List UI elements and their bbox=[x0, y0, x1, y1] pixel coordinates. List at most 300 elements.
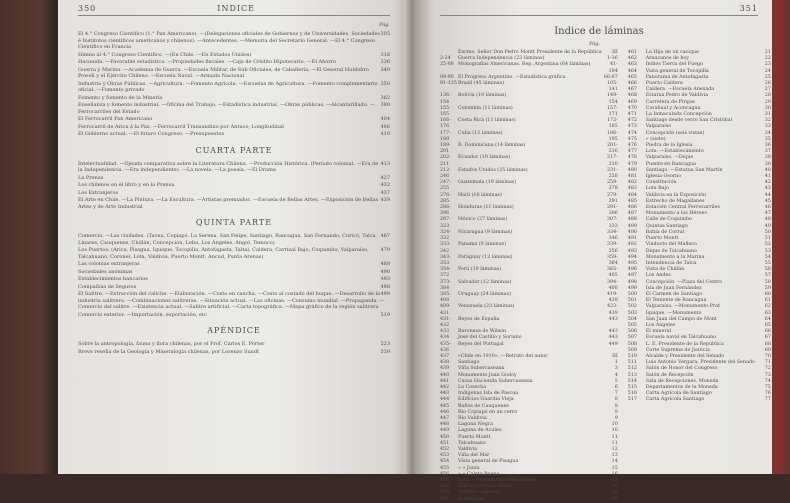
plate-title: Sala de Recepciones. Moneda bbox=[645, 378, 719, 384]
plate-page: 65 bbox=[764, 322, 771, 328]
plate-number: 448 bbox=[440, 422, 450, 428]
plate-number: 467 bbox=[627, 87, 637, 93]
plate-number: 166-176 bbox=[440, 118, 451, 130]
plate-page: 279-291 bbox=[606, 192, 618, 204]
plate-page: 4 bbox=[614, 372, 618, 378]
plate-title: Baños de Cauquenes bbox=[458, 403, 509, 409]
plate-page: 53 bbox=[764, 248, 771, 254]
plate-title: Caldera. —Escuela Anexada bbox=[645, 87, 715, 93]
plate-page: 73 bbox=[764, 372, 771, 378]
plate-page: 3 bbox=[614, 366, 618, 372]
entry-text: Fomento y fomento de la Minería bbox=[78, 94, 163, 101]
plate-title: Reyes de España bbox=[458, 316, 500, 322]
plate-number: 444 bbox=[440, 397, 450, 403]
entry-text: El Arte en Chile. —La Pintura. —La Escultura. —Artistas premiados. —Escuela de Bellas Artes. —Exposición de Bellas Artes y de Arte Industrial bbox=[78, 197, 379, 210]
section-5-heading: QUINTA PARTE bbox=[195, 218, 273, 227]
plate-number: 447 bbox=[440, 415, 450, 421]
plate-page: 105-141 bbox=[606, 81, 618, 93]
plate-title: Isla de Juan Fernández bbox=[645, 285, 702, 291]
plate-row bbox=[440, 317, 618, 329]
plate-number: 496 bbox=[627, 267, 637, 273]
plate-number: 247-255 bbox=[440, 180, 451, 192]
plate-row bbox=[440, 180, 618, 192]
plate-page: 443 bbox=[608, 316, 618, 322]
plate-page: 157-171 bbox=[606, 105, 618, 118]
plate-title: Valdivia en la Exposición bbox=[645, 192, 707, 198]
plate-title: Calle de Coquimbo bbox=[645, 217, 692, 223]
entry-page: 404 bbox=[380, 116, 390, 122]
plate-row bbox=[440, 304, 618, 316]
entry-text: Comercio. —Las ciudades. (Tacna, Copiapó, La Serena, San Felipe, Santiago, Rancagua, San Fernando, Curicó, Talca, Linares, Cauquenes, Chillán, Concepción, Lebu, Los Ángeles, Angol, Temuco) bbox=[78, 233, 378, 246]
left-running-title: INDICE bbox=[217, 4, 255, 13]
plate-number: 508 bbox=[627, 341, 637, 347]
plate-page: 359-364 bbox=[606, 254, 618, 266]
plate-title: Quintas Santiago bbox=[645, 223, 688, 229]
entry-page: 498 bbox=[380, 283, 390, 290]
plate-number: 509 bbox=[627, 347, 637, 353]
entry-page: 539 bbox=[380, 348, 390, 355]
plate-row bbox=[628, 397, 771, 403]
plate-title: La Cosecha bbox=[458, 384, 487, 390]
plate-number: 297-323 bbox=[440, 217, 451, 229]
plate-page: 34 bbox=[764, 130, 771, 136]
plate-number: 434 bbox=[440, 335, 450, 341]
plate-number: 451 bbox=[440, 440, 450, 446]
plate-number: 155-165 bbox=[440, 105, 451, 118]
plate-page: 55 bbox=[764, 260, 771, 266]
plate-number: 515 bbox=[627, 384, 637, 390]
plate-page: 12 bbox=[611, 447, 618, 452]
index-entry bbox=[78, 247, 390, 260]
entry-page: 380 bbox=[380, 102, 390, 108]
plate-title: Uruguay (24 láminas) bbox=[458, 291, 511, 297]
plate-number: 493 bbox=[627, 248, 637, 254]
index-entry bbox=[78, 190, 390, 197]
plate-number: 511 bbox=[627, 360, 637, 366]
plate-title: Casas Hacienda Subercaseaux bbox=[458, 378, 533, 384]
entry-page: 499 bbox=[380, 291, 390, 297]
plate-title: El Carmen de Santiago bbox=[645, 291, 703, 297]
plate-page: 54 bbox=[764, 254, 771, 260]
index-entry bbox=[78, 312, 390, 319]
plate-title: La Hija de un cacique bbox=[645, 50, 699, 55]
plate-page: 18 bbox=[611, 484, 618, 490]
entry-text: Los Puertos. (Arica, Pisagua, Iquique, Tocopilla, Antofagasta, Taltal, Caldera, Carrizal Bajo, Coquimbo, Valparaíso, Talcahuano, Coronel, Lota, Valdivia, Puerto Montt, Ancud, Punta Arenas) bbox=[78, 247, 369, 260]
left-page bbox=[58, 0, 408, 474]
plate-number: 276-285 bbox=[440, 192, 451, 204]
plate-title: Brasil (45 láminas) bbox=[458, 81, 504, 87]
plate-number: 445 bbox=[440, 403, 450, 409]
plate-page: 51 bbox=[764, 236, 771, 242]
plate-title: Salón de Honor del Congreso bbox=[645, 366, 718, 372]
plates-columns bbox=[440, 50, 771, 503]
plate-page: 31 bbox=[764, 112, 771, 118]
plate-number: 189-201 bbox=[440, 143, 451, 155]
plate-title: Piedra de la Iglesia bbox=[645, 143, 693, 149]
right-page-number: 351 bbox=[739, 4, 758, 13]
plate-title: Baronesa de Wilson bbox=[458, 329, 507, 335]
plate-number: 504 bbox=[627, 316, 637, 322]
plate-page: 45 bbox=[764, 198, 771, 204]
plate-title: Santiago bbox=[458, 360, 480, 366]
plate-title: Nicaragua (9 láminas) bbox=[458, 229, 513, 235]
plate-title: Fábrica cerveza Ebner bbox=[458, 484, 513, 490]
plate-title: Carahual y Aconcagua bbox=[645, 105, 701, 111]
plate-title: Haití (10 láminas) bbox=[458, 192, 502, 198]
plate-row bbox=[440, 106, 618, 118]
plate-title: Laguna de Aculeo bbox=[458, 428, 502, 434]
plate-title: Concepción. —Plaza del Centro bbox=[645, 279, 723, 285]
index-entry bbox=[78, 52, 390, 59]
plate-number: 466 bbox=[627, 81, 637, 87]
plate-page: 39 bbox=[764, 161, 771, 167]
plate-page: 217-230 bbox=[606, 155, 618, 167]
index-entry bbox=[78, 131, 390, 138]
plate-page: 52 bbox=[764, 242, 771, 248]
plate-page: 25 bbox=[764, 74, 771, 80]
plate-page: 14 bbox=[611, 459, 618, 465]
plate-title: Departamentos de la Moneda bbox=[645, 384, 718, 390]
entry-text: Himno al 4.° Congreso Científico. —(En Chile. —En Estados Unidos) bbox=[78, 51, 252, 58]
entry-page: 413 bbox=[380, 160, 390, 167]
plate-row bbox=[440, 267, 618, 279]
plate-page: 5 bbox=[614, 378, 618, 384]
index-entry bbox=[78, 59, 390, 66]
plates-column-1 bbox=[440, 50, 618, 503]
plate-title: Iquique. —Monumento bbox=[645, 310, 702, 316]
entry-text: Sociedades anónimas bbox=[78, 268, 133, 275]
appendix-heading: APÉNDICE bbox=[207, 326, 261, 335]
plate-page: 8 bbox=[614, 403, 618, 409]
plate-title: » » Junín bbox=[458, 465, 480, 471]
plate-number: 449 bbox=[440, 428, 450, 434]
plate-title: Paraguay (12 láminas) bbox=[458, 254, 513, 260]
plate-title: Viña Subercaseaux bbox=[458, 366, 505, 372]
plate-page: 67 bbox=[764, 335, 771, 341]
plate-page: 27 bbox=[764, 87, 771, 93]
plate-number: 468 bbox=[627, 93, 637, 99]
plate-page: 72 bbox=[764, 366, 771, 372]
plate-number: 440 bbox=[440, 372, 450, 378]
plate-title: Viña del Mar bbox=[458, 453, 490, 459]
plate-number: 477 bbox=[627, 149, 637, 155]
plate-title: Valdivia bbox=[458, 447, 478, 452]
section-4-list bbox=[78, 161, 390, 211]
plate-number: 505 bbox=[627, 322, 637, 328]
plate-page: 172-185 bbox=[606, 118, 618, 130]
plate-title: Reyes del Portugal bbox=[458, 341, 504, 347]
plate-page: 291-306 bbox=[606, 205, 618, 217]
plate-title: Los Ángeles bbox=[645, 322, 676, 328]
entry-page: 519 bbox=[380, 311, 390, 318]
entry-text: Los chilenos en el libro y en la Prensa bbox=[78, 182, 175, 188]
plate-title: Río Valdivia bbox=[458, 415, 487, 421]
plate-number: 474 bbox=[627, 130, 637, 136]
plate-title: José del Castillo y Soriano bbox=[458, 335, 522, 341]
plate-title: Iglesia Osorno bbox=[645, 174, 682, 180]
plate-number: 286-296 bbox=[440, 205, 451, 217]
book-cover-edge bbox=[772, 0, 790, 474]
entry-page: 490 bbox=[380, 268, 390, 275]
appendix-list bbox=[78, 341, 390, 355]
index-entry bbox=[78, 182, 390, 189]
entry-page: 488 bbox=[380, 261, 390, 267]
plate-row bbox=[440, 342, 618, 354]
plate-number: 89-90 bbox=[440, 74, 454, 80]
plate-title: Ecuador (10 láminas) bbox=[458, 155, 511, 161]
plate-number: 469 bbox=[627, 99, 637, 105]
index-entry bbox=[78, 341, 390, 348]
plate-number: 177-189 bbox=[440, 130, 451, 142]
index-entry bbox=[78, 284, 390, 291]
plate-number: 450 bbox=[440, 434, 450, 440]
plate-title: Constitución bbox=[645, 180, 677, 186]
plate-page: 15 bbox=[611, 465, 618, 471]
plate-number: 491 bbox=[627, 236, 637, 242]
plate-title: La Inmaculada Concepción bbox=[645, 112, 712, 118]
plate-page: 22 bbox=[764, 56, 771, 62]
plate-title: Venezuela (23 láminas) bbox=[458, 304, 515, 310]
plate-row bbox=[440, 168, 618, 180]
plate-page: 32 bbox=[764, 118, 771, 124]
index-entry bbox=[78, 116, 390, 123]
plate-number: 462 bbox=[627, 56, 637, 62]
index-entry bbox=[78, 197, 390, 210]
entry-text: Establecimientos bancarios bbox=[78, 276, 148, 282]
plate-title: Lota Bajo bbox=[645, 186, 669, 192]
plate-title: Puente en Rancagua bbox=[645, 161, 696, 167]
plate-title: «Chile en 1910». —Retrato del autor bbox=[458, 353, 548, 359]
plate-number: 343-353 bbox=[440, 254, 451, 266]
index-entry bbox=[78, 233, 390, 246]
index-entry bbox=[78, 102, 390, 115]
plate-number: 461 bbox=[627, 50, 637, 55]
plate-title: Indios Tierra del Fuego bbox=[645, 62, 703, 68]
plate-number: 446 bbox=[440, 409, 450, 415]
plate-title: Carta Agrícola de Santiago bbox=[645, 391, 712, 397]
plate-number: 463 bbox=[627, 62, 637, 68]
plate-title: Cuba (13 láminas) bbox=[458, 130, 503, 136]
plate-page: 149-154 bbox=[606, 93, 618, 105]
plate-number: 452 bbox=[440, 447, 450, 452]
plate-page: 6 bbox=[614, 384, 618, 390]
plate-page: 37 bbox=[764, 149, 771, 155]
plate-title: Santiago. —Estatua San Martín bbox=[645, 167, 723, 173]
plate-number: 506 bbox=[627, 329, 637, 335]
entry-text: El Salitre. —Extracción del caliche. —Elaboración. —Costo en cancha. —Costo al costado del buque. —Desarrollo de la industria salitrera. —Combinaciones salitreras. —Situación actual. —Las oficinas. —Consumo mundial. —Propaganda. —Comercio del salitre. —Existencia actual. —Salitre artificial. —Carta topográfica. —Mapa gráfico de la región salitrera bbox=[78, 291, 385, 310]
plate-number: 373-384 bbox=[440, 279, 451, 291]
entry-page: 523 bbox=[380, 341, 390, 347]
plate-title: Concepción (seis vistas) bbox=[645, 130, 705, 136]
plate-page: 394-408 bbox=[606, 279, 618, 291]
plate-number: 475 bbox=[627, 136, 637, 142]
entry-page: 340 bbox=[380, 66, 390, 73]
plate-page: 10 bbox=[611, 422, 618, 428]
plate-title: Luis Antonio Vergara, Presidente del Senado bbox=[645, 360, 755, 366]
plate-title: San Juan del Campo de Mont bbox=[645, 316, 717, 322]
plate-title: Panorama de Antofagasta bbox=[645, 74, 709, 80]
plate-number: 437 bbox=[440, 353, 450, 359]
plate-page: 21 bbox=[764, 50, 771, 55]
plate-number: 441 bbox=[440, 378, 450, 384]
index-entry bbox=[78, 67, 390, 80]
plate-title: Colombia (11 láminas) bbox=[458, 105, 513, 111]
plate-title: Costa Rica (11 láminas) bbox=[458, 118, 516, 124]
plate-page: 13 bbox=[611, 453, 618, 459]
plate-page: 1-36 bbox=[606, 56, 618, 62]
entry-text: Compañías de Seguros bbox=[78, 283, 137, 290]
plate-page: 35 bbox=[764, 136, 771, 142]
section-5-list bbox=[78, 233, 390, 318]
plate-title: Monumento a los Héroes bbox=[645, 211, 707, 217]
plate-title: México (27 láminas) bbox=[458, 217, 508, 223]
plate-title: Vista general de Pisagua bbox=[458, 459, 519, 465]
plate-page: 1 bbox=[614, 360, 618, 366]
plate-page: III bbox=[612, 353, 618, 359]
plate-page: 38 bbox=[764, 155, 771, 161]
plate-number: 470 bbox=[627, 105, 637, 111]
plate-title: Estrecho de Magallanes bbox=[645, 198, 705, 204]
plate-number: 465 bbox=[627, 74, 637, 80]
plate-page: 449 bbox=[608, 341, 618, 347]
plate-page: 8 bbox=[614, 397, 618, 403]
plate-page: 23 bbox=[764, 62, 771, 68]
plate-title: Dique de Talcahuano bbox=[645, 248, 697, 254]
plate-number: 454 bbox=[440, 459, 450, 465]
plate-row bbox=[440, 230, 618, 242]
plate-number: 442 bbox=[440, 384, 450, 390]
plate-number: 385-408 bbox=[440, 291, 451, 304]
plate-number: 91-135 bbox=[440, 81, 457, 87]
index-entry bbox=[78, 161, 390, 174]
plate-title: Santiago desde cerro San Cristóbal bbox=[645, 118, 733, 124]
plate-title: Laguna Negra bbox=[458, 422, 493, 428]
entry-text: Guerra y Marina. —Academia de Guerra. —Escuela Militar, de Sub Oficiales, de Caballería. —El General Huidobro Powell y el Ejército Chileno. —Escuela Naval. —Armada Nacional bbox=[78, 66, 369, 79]
plate-number: 495 bbox=[627, 260, 637, 266]
plate-number: 500 bbox=[627, 291, 637, 297]
plate-title: Perú (19 láminas) bbox=[458, 267, 502, 273]
plate-page: 66-67 bbox=[603, 74, 618, 80]
plate-number: 512 bbox=[627, 366, 637, 372]
plate-number: 498 bbox=[627, 279, 637, 285]
index-entry bbox=[78, 95, 390, 102]
entry-text: Sobre la antropología, fauna y flora chilenas, por el Prof. Carlos E. Porter bbox=[78, 341, 265, 347]
plate-row bbox=[440, 242, 618, 254]
entry-text: Industria y Obras Públicas. —Agricultura. —Fomento Agrícola. —Escuelas de Agricultura. —Fomento complementario oficial. —Fomento privado bbox=[78, 80, 378, 93]
plate-page: 24 bbox=[764, 68, 771, 74]
plate-row bbox=[440, 81, 618, 93]
plate-number: 212-246 bbox=[440, 167, 451, 180]
left-pag-label: Pág. bbox=[379, 22, 390, 28]
plate-title: Estación Central Ferrocarriles bbox=[645, 205, 720, 211]
plate-page: 201-216 bbox=[606, 143, 618, 155]
entry-page: 437 bbox=[380, 189, 390, 196]
plate-page: 63 bbox=[764, 310, 771, 316]
plate-row bbox=[440, 255, 618, 267]
entry-page: 305 bbox=[380, 31, 390, 37]
plate-number: 25-88 bbox=[440, 62, 454, 68]
plate-number: 471 bbox=[627, 112, 637, 118]
plate-page: 19 bbox=[611, 490, 618, 496]
plate-row bbox=[440, 131, 618, 143]
plate-page: 28 bbox=[764, 93, 771, 99]
plate-number: 510 bbox=[627, 353, 637, 359]
plate-number: 459 bbox=[440, 490, 450, 496]
plate-page: III bbox=[612, 50, 618, 55]
plate-title: Estatua Pedro de Valdivia bbox=[645, 93, 709, 99]
plate-number: 484 bbox=[627, 192, 637, 198]
plate-page: 30 bbox=[764, 105, 771, 111]
entry-page: 350 bbox=[380, 80, 390, 87]
plate-title: Salón de Recepción bbox=[645, 372, 694, 378]
plate-number: 489 bbox=[627, 223, 637, 229]
index-entry bbox=[78, 31, 390, 51]
plate-title: Carretera de Pirque bbox=[645, 99, 695, 105]
plate-number: 458 bbox=[440, 484, 450, 490]
plate-page: 17 bbox=[611, 478, 618, 484]
right-page bbox=[416, 0, 772, 502]
entry-text: El 4.° Congreso Científico (1.° Pan Americano). —(Delegaciones oficiales de Gobiernos y de Universidades, Sociedades é Institutos científicos americanos y chilenos). —Antecedentes. —Memoria del Secretario General. —El 4.° Congreso Científico en Francia bbox=[78, 31, 381, 50]
plate-page: 56 bbox=[764, 267, 771, 273]
plate-title: Panamá (9 láminas) bbox=[458, 242, 506, 248]
index-entry bbox=[78, 349, 390, 356]
plate-title: Monografías Americanas. Rep. Argentina (64 láminas) bbox=[458, 62, 591, 68]
plate-title: Corte Suprema de Justicia bbox=[645, 347, 710, 353]
plate-page: 43 bbox=[764, 186, 771, 192]
entry-text: Intelectualidad. —Ojeada comparativa sobre la Literatura Chilena. —Producción Histórica. (Período colonial. —Era de la Independencia. —Era independiente). —La novela. —La poesía. —El Drama bbox=[78, 160, 379, 173]
plate-title: Monumento a la Marina bbox=[645, 254, 705, 260]
plate-page: 29 bbox=[764, 99, 771, 105]
plate-number: 455 bbox=[440, 465, 450, 471]
plate-number: 478 bbox=[627, 155, 637, 161]
plate-page: 9 bbox=[614, 409, 618, 415]
plate-number: 453 bbox=[440, 453, 450, 459]
plate-title: Puerto Montt bbox=[645, 236, 679, 242]
plate-title: Valparaíso bbox=[645, 124, 672, 130]
plate-page: 49 bbox=[764, 223, 771, 229]
right-pag-label: Pág. bbox=[589, 41, 600, 47]
plate-number: 333-342 bbox=[440, 242, 451, 254]
plate-page: 40 bbox=[764, 167, 771, 173]
plate-page: 26 bbox=[764, 81, 771, 87]
plate-number: 492 bbox=[627, 242, 637, 248]
plate-page: 419-439 bbox=[606, 291, 618, 304]
plate-row bbox=[440, 193, 618, 205]
plate-title: Lota. —Maquinaria mina Alberto bbox=[458, 478, 538, 484]
plate-number: 479 bbox=[627, 161, 637, 167]
plate-page: 50 bbox=[764, 229, 771, 235]
plate-title: Araucanos de hoy bbox=[645, 56, 690, 62]
plate-title: Indígenas Isla de Pascua bbox=[458, 391, 519, 397]
plate-page: 46 bbox=[764, 205, 771, 211]
plate-page: 443 bbox=[608, 335, 618, 341]
plate-number: 486 bbox=[627, 205, 637, 211]
entry-text: Enseñanza y fomento industrial. —Oficina del Trabajo. —Estadística industrial. —Obras públicas. —Alcantarillado. —Ferrocarriles del Estado bbox=[78, 102, 375, 115]
plate-row bbox=[440, 292, 618, 304]
plate-page: 62 bbox=[764, 304, 771, 310]
entry-page: 467 bbox=[380, 233, 390, 239]
index-entry bbox=[78, 124, 390, 131]
entry-text: Ferrocarril de Arica á la Paz. —Ferrocarril Transandino por Antuco; Longitudinal bbox=[78, 123, 284, 130]
plate-page: 66 bbox=[764, 329, 771, 335]
plate-number: 514 bbox=[627, 378, 637, 384]
entry-text: Las colonias extranjeras bbox=[78, 261, 140, 267]
plate-title: Carta Agrícola Santiago bbox=[645, 397, 705, 403]
entry-page: 318 bbox=[380, 51, 390, 58]
plate-number: 490 bbox=[627, 229, 637, 235]
index-entry bbox=[78, 269, 390, 276]
left-running-head bbox=[78, 4, 390, 16]
